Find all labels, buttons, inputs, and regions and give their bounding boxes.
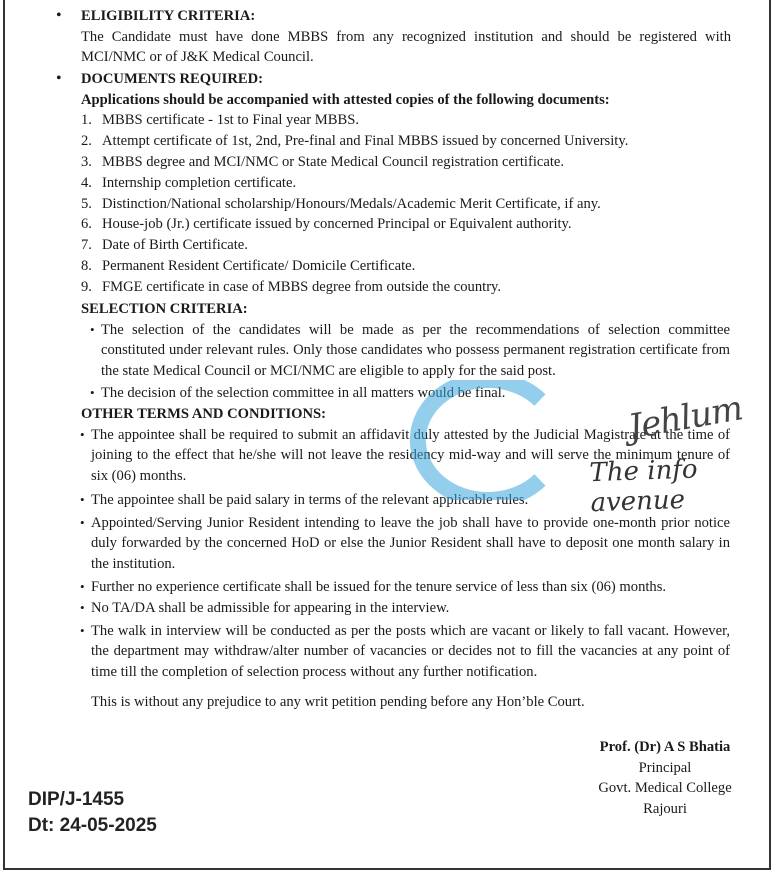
doc-item-num: 4.	[81, 175, 92, 191]
terms-item: The walk in interview will be conducted as per the posts which are vacant or likely to fall vacant. However, the department may withdraw/alter number of vacancies or decides not to fill the vacancies at any point of time till the completion of selection process without any further notification.	[91, 623, 730, 680]
doc-item-num: 2.	[81, 133, 92, 149]
reference-block	[28, 787, 157, 839]
doc-item-num: 1.	[81, 112, 92, 128]
bullet-selection-2: •	[90, 385, 95, 400]
signature-block	[560, 737, 770, 819]
doc-item-text: MBBS degree and MCI/NMC or State Medical Council registration certificate.	[102, 154, 565, 170]
doc-item-text: Distinction/National scholarship/Honours/Medals/Academic Merit Certificate, if any.	[102, 196, 601, 212]
signatory-org: Govt. Medical College	[598, 780, 732, 796]
doc-item-num: 3.	[81, 154, 92, 170]
watermark-tagline: The info avenue	[589, 454, 699, 519]
disclaimer-text: This is without any prejudice to any writ petition pending before any Hon’ble Court.	[91, 694, 585, 710]
terms-item: The appointee shall be paid salary in terms of the relevant applicable rules.	[91, 492, 529, 508]
doc-item-text: FMGE certificate in case of MBBS degree from outside the country.	[102, 279, 502, 295]
selection-item: The decision of the selection committee in all matters would be final.	[101, 385, 506, 401]
bullet-eligibility: •	[56, 7, 62, 24]
bullet-terms-2: •	[80, 492, 85, 507]
selection-heading: SELECTION CRITERIA:	[81, 301, 248, 317]
bullet-terms-6: •	[80, 623, 85, 638]
terms-heading: OTHER TERMS AND CONDITIONS:	[81, 406, 327, 422]
terms-item: Further no experience certificate shall be issued for the tenure service of less than six (06) months.	[91, 579, 667, 595]
selection-item: The selection of the candidates will be made as per the recommendations of selection committee constituted under relevant rules. Only those candidates who possess permanent registration certificate from the state Medical Council or MCI/NMC are eligible to apply for the said post.	[101, 322, 730, 379]
bullet-terms-1: •	[80, 427, 85, 442]
bullet-terms-4: •	[80, 579, 85, 594]
terms-item: No TA/DA shall be admissible for appearing in the interview.	[91, 600, 450, 616]
bullet-documents: •	[56, 70, 62, 87]
doc-item-text: House-job (Jr.) certificate issued by concerned Principal or Equivalent authority.	[102, 216, 572, 232]
notice-date: Dt: 24-05-2025	[28, 815, 157, 836]
doc-item-num: 6.	[81, 216, 92, 232]
terms-item: The appointee shall be required to submit an affidavit duly attested by the Judicial Magistrate at the time of joining to the effect that he/she will not leave the residency mid-way and will serve the minimum tenure of six (06) months.	[91, 427, 730, 484]
eligibility-heading: ELIGIBILITY CRITERIA:	[81, 8, 256, 24]
signatory-title: Principal	[638, 759, 692, 776]
watermark-brand: Jehlum	[625, 388, 746, 448]
bullet-selection-1: •	[90, 322, 95, 337]
doc-item-num: 5.	[81, 196, 92, 212]
doc-item-text: MBBS certificate - 1st to Final year MBBS.	[102, 112, 359, 128]
dip-number: DIP/J-1455	[28, 789, 125, 810]
signatory-place: Rajouri	[643, 800, 687, 817]
documents-heading: DOCUMENTS REQUIRED:	[81, 71, 264, 87]
doc-item-text: Permanent Resident Certificate/ Domicile Certificate.	[102, 258, 416, 274]
bullet-terms-5: •	[80, 600, 85, 615]
doc-item-num: 9.	[81, 279, 92, 295]
documents-intro: Applications should be accompanied with attested copies of the following documents:	[81, 92, 610, 108]
doc-item-text: Date of Birth Certificate.	[102, 237, 248, 253]
doc-item-text: Internship completion certificate.	[102, 175, 297, 191]
doc-item-num: 8.	[81, 258, 92, 274]
doc-item-num: 7.	[81, 237, 92, 253]
terms-item: Appointed/Serving Junior Resident intending to leave the job shall have to provide one-month prior notice duly forwarded by the concerned HoD or else the Junior Resident shall have to deposit one month salary in the institution.	[91, 515, 730, 572]
doc-item-text: Attempt certificate of 1st, 2nd, Pre-final and Final MBBS issued by concerned University.	[102, 133, 629, 149]
signatory-name: Prof. (Dr) A S Bhatia	[599, 739, 731, 755]
bullet-terms-3: •	[80, 515, 85, 530]
eligibility-text: The Candidate must have done MBBS from any recognized institution and should be registered with MCI/NMC or of J&K Medical Council.	[81, 29, 731, 66]
